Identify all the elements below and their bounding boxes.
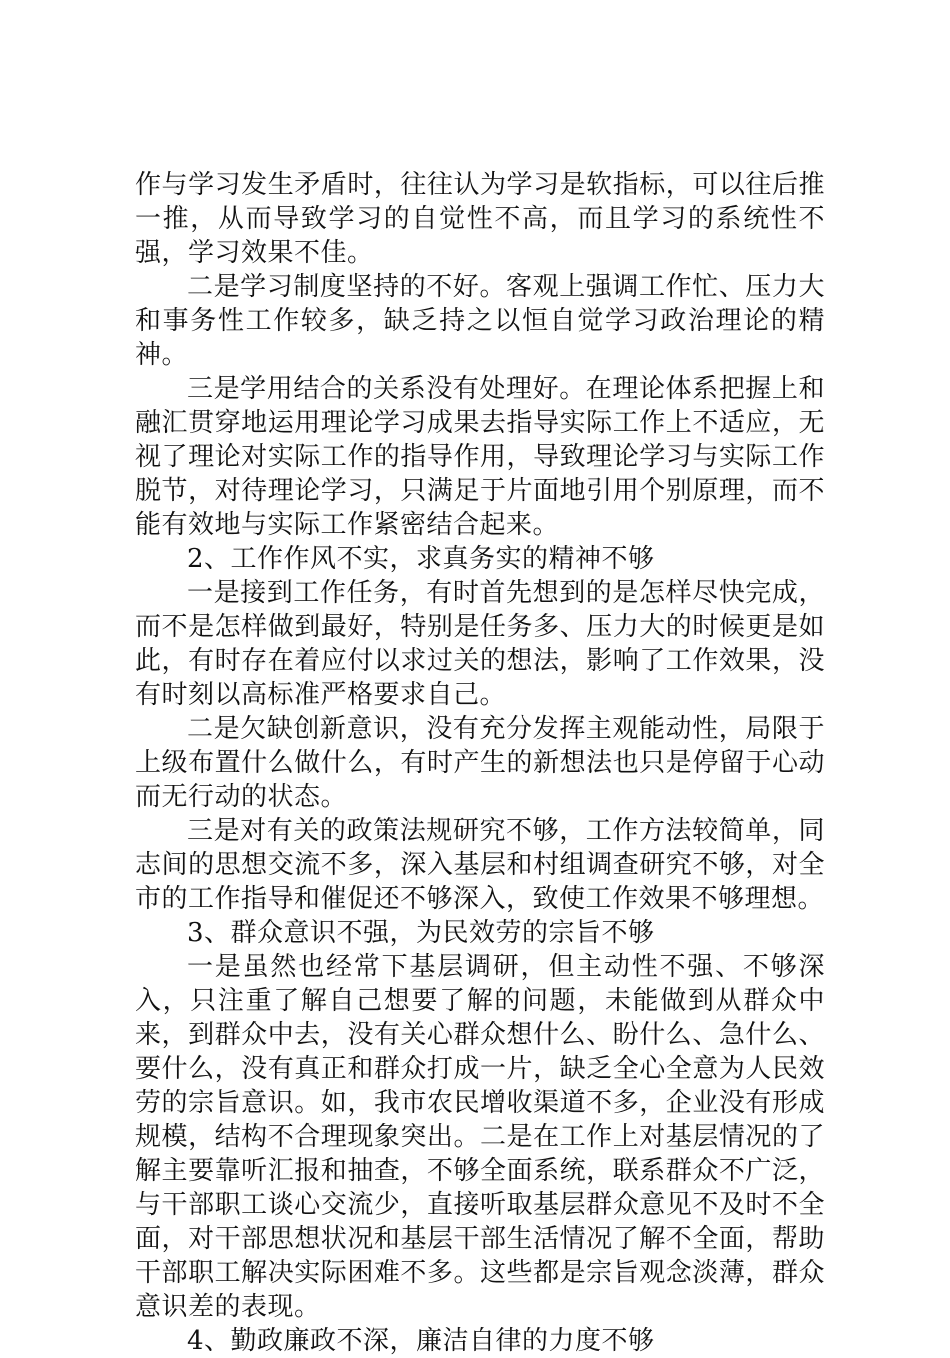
paragraph-study-system: 二是学习制度坚持的不好。客观上强调工作忙、压力大和事务性工作较多，缺乏持之以恒自觉学习政治理论的精神。 — [135, 272, 825, 370]
paragraph-innovation: 二是欠缺创新意识，没有充分发挥主观能动性，局限于上级布置什么做什么，有时产生的新想法也只是停留于心动而无行动的状态。 — [135, 714, 825, 812]
document-body — [135, 168, 825, 1358]
paragraph-continuation: 作与学习发生矛盾时，往往认为学习是软指标，可以往后推一推，从而导致学习的自觉性不高，而且学习的系统性不强，学习效果不佳。 — [135, 170, 825, 268]
section-heading-mass-awareness: 3、群众意识不强，为民效劳的宗旨不够 — [187, 918, 655, 948]
paragraph-grassroots: 一是虽然也经常下基层调研，但主动性不强、不够深入，只注重了解自己想要了解的问题，未能做到从群众中来，到群众中去，没有关心群众想什么、盼什么、急什么、要什么，没有真正和群众打成一片，缺乏全心全意为人民效劳的宗旨意识。如，我市农民增收渠道不多，企业没有形成规模，结构不合理现象突出。二是在工作上对基层情况的了解主要靠听汇报和抽查，不够全面系统，联系群众不广泛，与干部职工谈心交流少，直接听取基层群众意见不及时不全面，对干部思想状况和基层干部生活情况了解不全面，帮助干部职工解决实际困难不多。这些都是宗旨观念淡薄，群众意识差的表现。 — [135, 952, 825, 1322]
paragraph-theory-practice: 三是学用结合的关系没有处理好。在理论体系把握上和融汇贯穿地运用理论学习成果去指导实际工作上不适应，无视了理论对实际工作的指导作用，导致理论学习与实际工作脱节，对待理论学习，只满足于片面地引用个别原理，而不能有效地与实际工作紧密结合起来。 — [135, 374, 825, 540]
section-heading-integrity: 4、勤政廉政不深，廉洁自律的力度不够 — [187, 1326, 655, 1356]
section-heading-work-style: 2、工作作风不实，求真务实的精神不够 — [187, 544, 655, 574]
paragraph-policy-research: 三是对有关的政策法规研究不够，工作方法较简单，同志间的思想交流不多，深入基层和村组调查研究不够，对全市的工作指导和催促还不够深入，致使工作效果不够理想。 — [135, 816, 825, 914]
paragraph-work-tasks: 一是接到工作任务，有时首先想到的是怎样尽快完成，而不是怎样做到最好，特别是任务多、压力大的时候更是如此，有时存在着应付以求过关的想法，影响了工作效果，没有时刻以高标准严格要求自己。 — [135, 578, 825, 710]
